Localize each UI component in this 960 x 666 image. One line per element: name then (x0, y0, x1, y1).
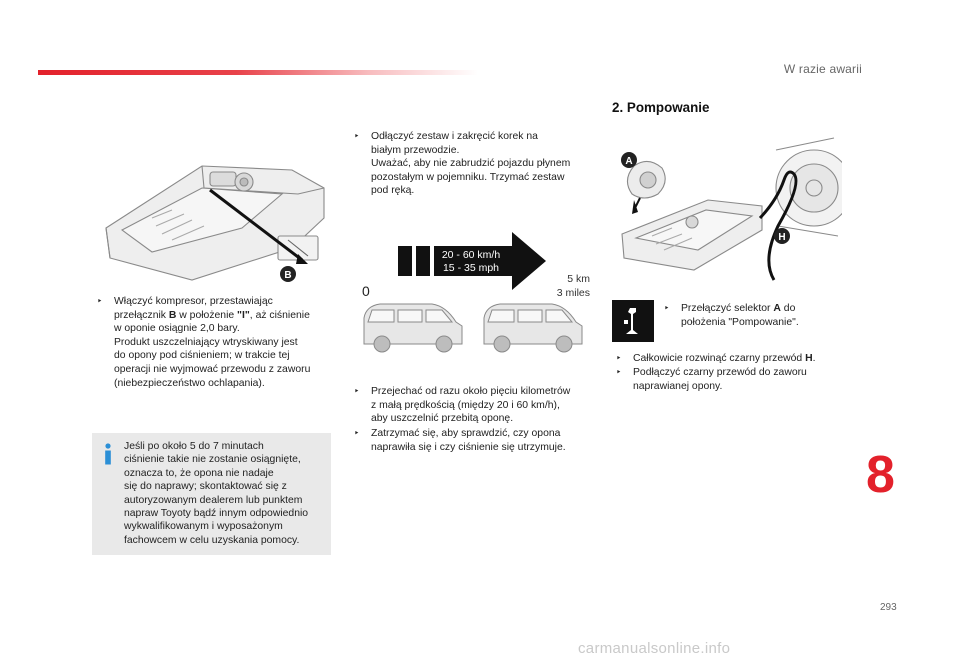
start-zero-label: 0 (362, 283, 370, 299)
section-heading-inflation: 2. Pompowanie (612, 100, 710, 115)
site-watermark: carmanualsonline.info (578, 640, 731, 657)
step-connect-hose: ‣ Podłączyć czarny przewód do zaworu naprawianej opony. (616, 367, 807, 392)
chapter-number: 8 (866, 446, 895, 504)
info-note-text: Jeśli po około 5 do 7 minutach ciśnienie takie nie zostanie osiągnięte, oznacza to, że opona nie nadaje się do naprawy; skontaktować się z autoryzowanym dealerem lub punktem napraw Toyoty bądź innym odpowiednio wykwalifikowanym i wyposażonym fachowcem w celu uzyskania pomocy. (124, 441, 309, 546)
speed-bar-1 (398, 246, 412, 276)
drive-speed-diagram (350, 226, 600, 356)
van-illustration-start (364, 304, 462, 352)
step-set-selector: ‣ Przełączyć selektor A do położenia "Pompowanie". (664, 303, 799, 328)
header-accent-bar (38, 70, 478, 75)
speed-kmh-label: 20 - 60 km/h (441, 249, 501, 261)
speed-bar-2 (416, 246, 430, 276)
step-stop-and-check: ‣ Zatrzymać się, aby sprawdzić, czy opona naprawiła się i czy ciśnienie się utrzymuje. (354, 428, 566, 453)
bullet-icon: ‣ (97, 296, 103, 306)
bullet-icon: ‣ (664, 303, 670, 313)
info-icon (102, 443, 114, 465)
step-disconnect-kit: ‣ Odłączyć zestaw i zakręcić korek na białym przewodzie. Uważać, aby nie zabrudzić pojazdu płynem pozostałym w pojemniku. Trzymać zestaw pod ręką. (354, 131, 571, 197)
bullet-icon: ‣ (616, 353, 622, 363)
speed-mph-label: 15 - 35 mph (442, 262, 500, 274)
bullet-icon: ‣ (354, 428, 360, 438)
van-illustration-end (484, 304, 582, 352)
step-unwind-hose: ‣ Całkowicie rozwinąć czarny przewód H. (616, 353, 816, 364)
info-note-box (92, 433, 331, 555)
callout-a: A (625, 156, 633, 167)
section-title: W razie awarii (783, 62, 862, 76)
step-drive-short-distance: ‣ Przejechać od razu około pięciu kilometrów z małą prędkością (między 20 i 60 km/h), aby uszczelnić przebitą oponę. (354, 386, 571, 425)
inflation-mode-icon (612, 300, 654, 342)
distance-km-label: 5 km (567, 273, 590, 285)
page-number: 293 (880, 602, 897, 613)
distance-miles-label: 3 miles (556, 287, 590, 299)
compressor-switch-illustration (92, 148, 332, 286)
bullet-icon: ‣ (354, 131, 360, 141)
callout-b: B (284, 270, 292, 281)
step-switch-on-compressor: ‣ Włączyć kompresor, przestawiając przełącznik B w położenie "I", aż ciśnienie w oponie osiągnie 2,0 bary. Produkt uszczelniający wtryskiwany jest do opony pod ciśnieniem; w trakcie tej operacji nie wyjmować przewodu z zaworu (niebezpieczeństwo ochlapania). (97, 296, 311, 389)
bullet-icon: ‣ (354, 386, 360, 396)
callout-h: H (778, 232, 786, 243)
bullet-icon: ‣ (616, 367, 622, 377)
inflation-kit-illustration (612, 130, 842, 290)
speed-arrow (434, 232, 546, 290)
